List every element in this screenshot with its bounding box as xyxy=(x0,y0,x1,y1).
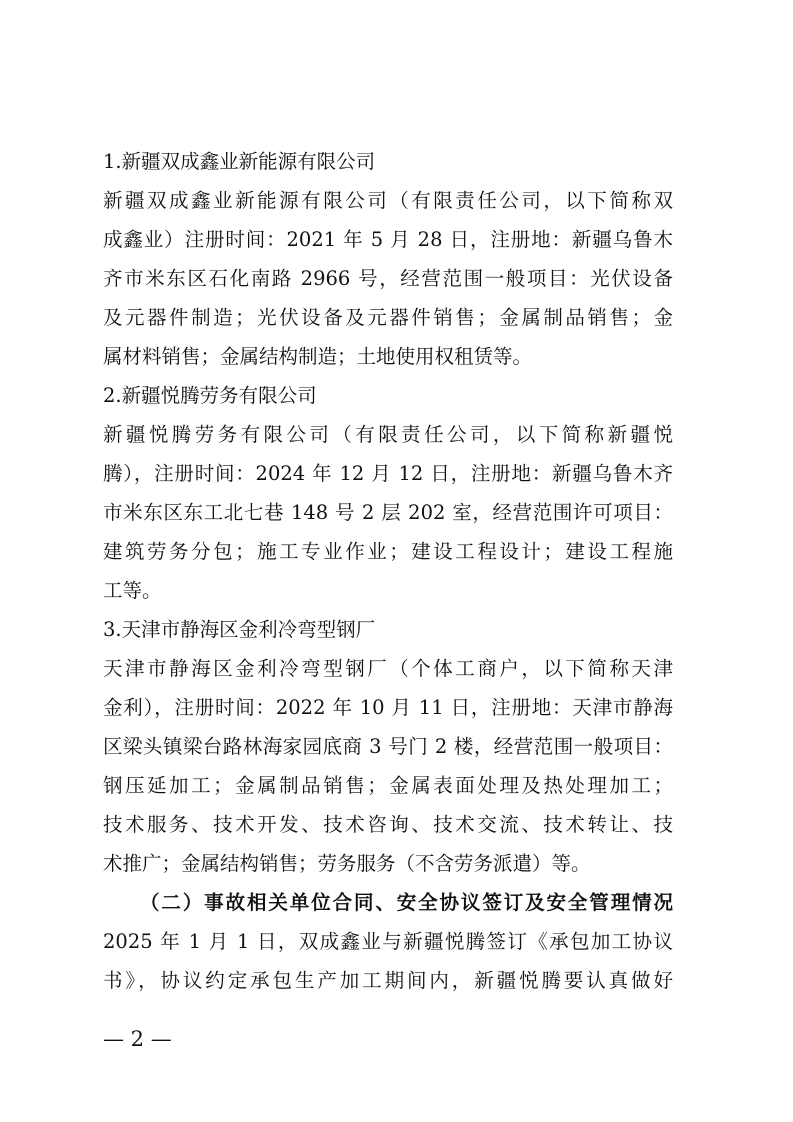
paragraph-line: 腾），注册时间：2024 年 12 月 12 日，注册地：新疆乌鲁木齐 xyxy=(103,462,673,485)
paragraph-line: 建筑劳务分包；施工专业作业；建设工程设计；建设工程施 xyxy=(103,540,673,563)
paragraph-line: 书》，协议约定承包生产加工期间内，新疆悦腾要认真做好 xyxy=(103,969,673,992)
section-heading-1: 1.新疆双成鑫业新能源有限公司 xyxy=(103,150,376,173)
subsection-heading: （二）事故相关单位合同、安全协议签订及安全管理情况 xyxy=(140,891,673,914)
paragraph-line: 市米东区东工北七巷 148 号 2 层 202 室，经营范围许可项目： xyxy=(103,501,673,524)
section-heading-3: 3.天津市静海区金利冷弯型钢厂 xyxy=(103,618,376,641)
paragraph-line: 齐市米东区石化南路 2966 号，经营范围一般项目：光伏设备 xyxy=(103,267,673,290)
paragraph-line: 及元器件制造；光伏设备及元器件销售；金属制品销售；金 xyxy=(103,306,673,329)
paragraph-line: 术推广；金属结构销售；劳务服务（不含劳务派遣）等。 xyxy=(103,852,591,875)
paragraph-line: 区梁头镇梁台路林海家园底商 3 号门 2 楼，经营范围一般项目： xyxy=(103,735,673,758)
paragraph-line: 钢压延加工；金属制品销售；金属表面处理及热处理加工； xyxy=(103,774,673,797)
section-heading-2: 2.新疆悦腾劳务有限公司 xyxy=(103,384,317,407)
paragraph-line: 属材料销售；金属结构制造；土地使用权租赁等。 xyxy=(103,345,533,368)
page-number: — 2 — xyxy=(103,1027,172,1051)
paragraph-line: 技术服务、技术开发、技术咨询、技术交流、技术转让、技 xyxy=(103,813,673,836)
paragraph-line: 2025 年 1 月 1 日，双成鑫业与新疆悦腾签订《承包加工协议 xyxy=(103,930,673,953)
paragraph-line: 工等。 xyxy=(103,579,162,602)
paragraph-line: 新疆悦腾劳务有限公司（有限责任公司，以下简称新疆悦 xyxy=(103,423,673,446)
paragraph-line: 成鑫业）注册时间：2021 年 5 月 28 日，注册地：新疆乌鲁木 xyxy=(103,228,673,251)
paragraph-line: 新疆双成鑫业新能源有限公司（有限责任公司，以下简称双 xyxy=(103,189,673,212)
paragraph-line: 金利），注册时间：2022 年 10 月 11 日，注册地：天津市静海 xyxy=(103,696,673,719)
paragraph-line: 天津市静海区金利冷弯型钢厂（个体工商户，以下简称天津 xyxy=(103,657,673,680)
